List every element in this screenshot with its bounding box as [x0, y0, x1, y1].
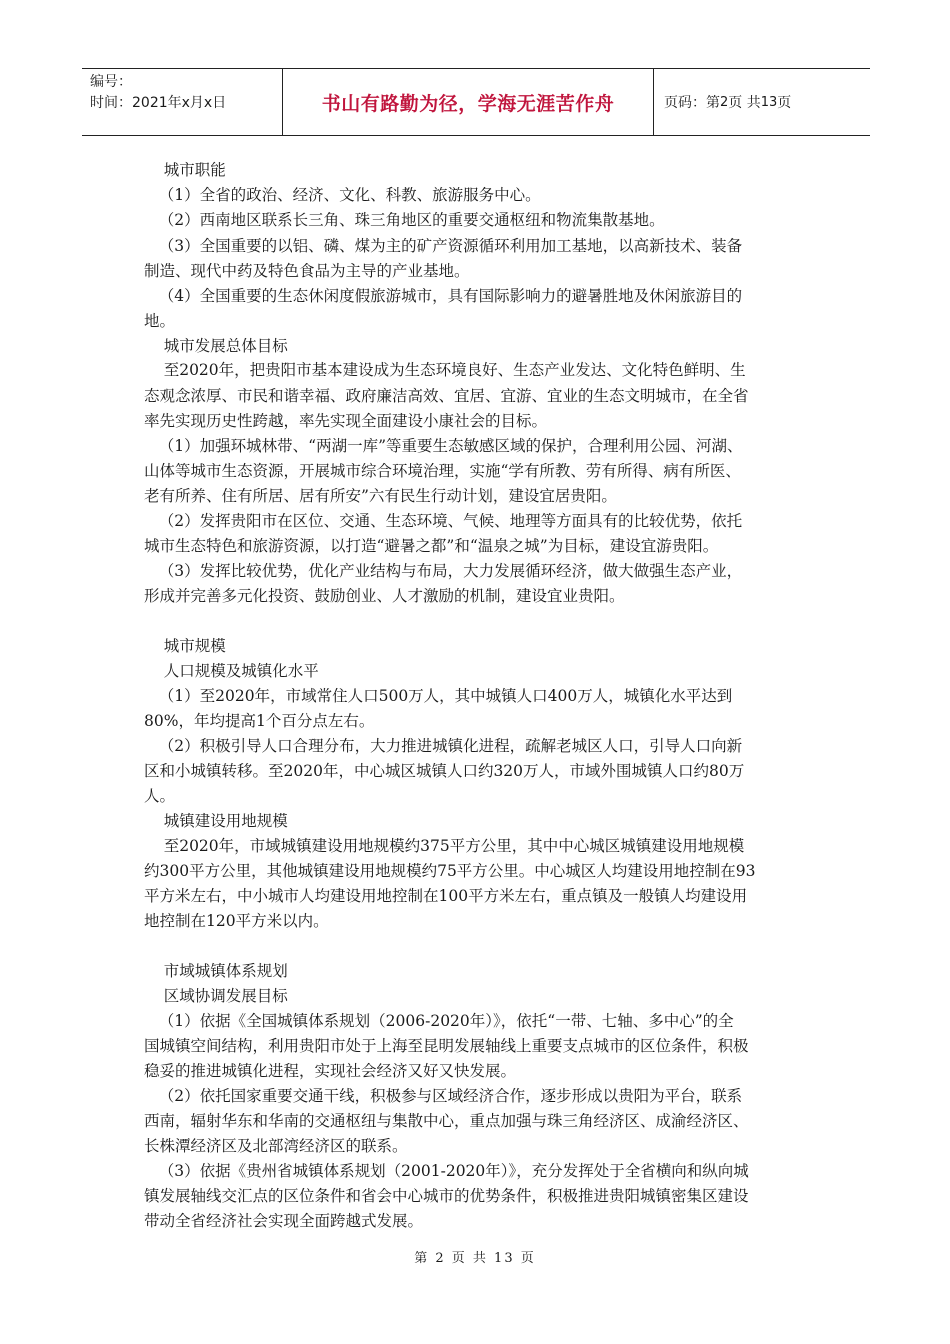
text-line: 人。 — [144, 787, 176, 805]
text-line: 稳妥的推进城镇化进程，实现社会经济又好又快发展。 — [144, 1062, 517, 1080]
document-date: 时间：2021年x月x日 — [90, 95, 227, 111]
text-line: 长株潭经济区及北部湾经济区的联系。 — [144, 1137, 408, 1155]
text-line: （2）依托国家重要交通干线，积极参与区域经济合作，逐步形成以贵阳为平台，联系 — [144, 1087, 743, 1105]
text-line: 率先实现历史性跨越，率先实现全面建设小康社会的目标。 — [144, 412, 548, 430]
text-line: 镇发展轴线交汇点的区位条件和省会中心城市的优势条件，积极推进贵阳城镇密集区建设 — [144, 1187, 749, 1205]
text-line: 人口规模及城镇化水平 — [144, 662, 319, 680]
text-line: （2）西南地区联系长三角、珠三角地区的重要交通枢纽和物流集散基地。 — [144, 211, 665, 229]
text-line: 老有所养、住有所居、居有所安”六有民生行动计划，建设宜居贵阳。 — [144, 487, 617, 505]
text-line: （3）依据《贵州省城镇体系规划（2001-2020年）》，充分发挥处于全省横向和纵向城 — [144, 1162, 749, 1180]
text-line: 形成并完善多元化投资、鼓励创业、人才激励的机制，建设宜业贵阳。 — [144, 587, 625, 605]
document-code-label: 编号： — [90, 74, 132, 90]
text-line: 城市生态特色和旅游资源，以打造“避暑之都”和“温泉之城”为目标，建设宜游贵阳。 — [144, 537, 719, 555]
text-line: 至2020年，把贵阳市基本建设成为生态环境良好、生态产业发达、文化特色鲜明、生 — [144, 361, 746, 379]
text-line: （1）依据《全国城镇体系规划（2006-2020年）》，依托“一带、七轴、多中心”的全 — [144, 1012, 734, 1030]
text-line: 地。 — [144, 312, 176, 330]
header-meta — [82, 69, 282, 135]
text-line: （1）全省的政治、经济、文化、科教、旅游服务中心。 — [144, 186, 541, 204]
text-line: （2）积极引导人口合理分布，大力推进城镇化进程，疏解老城区人口，引导人口向新 — [144, 737, 743, 755]
text-line: （3）发挥比较优势，优化产业结构与布局，大力发展循环经济，做大做强生态产业， — [144, 562, 743, 580]
text-line: 80%，年均提高1个百分点左右。 — [144, 712, 375, 730]
text-line: 约300平方公里，其他城镇建设用地规模约75平方公里。中心城区人均建设用地控制在93 — [144, 862, 756, 880]
text-line: （3）全国重要的以铝、磷、煤为主的矿产资源循环利用加工基地，以高新技术、装备 — [144, 237, 743, 255]
header-motto: 书山有路勤为径，学海无涯苦作舟 — [282, 69, 654, 135]
text-line: 区和小城镇转移。至2020年，中心城区城镇人口约320万人，市域外围城镇人口约80万 — [144, 762, 745, 780]
section-heading: 城市规模 — [144, 637, 226, 655]
text-line: 态观念浓厚、市民和谐幸福、政府廉洁高效、宜居、宜游、宜业的生态文明城市，在全省 — [144, 387, 749, 405]
page-suffix: 页 — [777, 95, 792, 111]
page-middle: 页 共 — [728, 95, 761, 111]
text-line: （2）发挥贵阳市在区位、交通、生态环境、气候、地理等方面具有的比较优势，依托 — [144, 512, 743, 530]
text-line: 带动全省经济社会实现全面跨越式发展。 — [144, 1212, 424, 1230]
text-line: （1）至2020年，市域常住人口500万人，其中城镇人口400万人，城镇化水平达到 — [144, 687, 733, 705]
text-line: 平方米左右，中小城市人均建设用地控制在100平方米左右，重点镇及一般镇人均建设用 — [144, 887, 748, 905]
page-header — [82, 68, 870, 136]
text-line: 至2020年，市域城镇建设用地规模约375平方公里，其中中心城区城镇建设用地规模 — [144, 837, 745, 855]
header-page-number — [654, 69, 870, 135]
page-footer: 第 2 页 共 13 页 — [414, 1251, 536, 1266]
text-line: （1）加强环城林带、“两湖一库”等重要生态敏感区域的保护，合理利用公园、河湖、 — [144, 437, 743, 455]
section-heading: 市域城镇体系规划 — [144, 962, 288, 980]
page-prefix: 页码：第 — [664, 95, 720, 111]
page-current: 2 — [720, 94, 729, 110]
page-total: 13 — [760, 94, 778, 110]
text-line: 国城镇空间结构，利用贵阳市处于上海至昆明发展轴线上重要支点城市的区位条件，积极 — [144, 1037, 749, 1055]
text-line: （4）全国重要的生态休闲度假旅游城市，具有国际影响力的避暑胜地及休闲旅游目的 — [144, 287, 743, 305]
text-line: 城市职能 — [144, 161, 226, 179]
text-line: 地控制在120平方米以内。 — [144, 912, 329, 930]
text-line: 西南，辐射华东和华南的交通枢纽与集散中心，重点加强与珠三角经济区、成渝经济区、 — [144, 1112, 749, 1130]
text-line: 城市发展总体目标 — [144, 337, 288, 355]
text-line: 制造、现代中药及特色食品为主导的产业基地。 — [144, 262, 470, 280]
text-line: 区域协调发展目标 — [144, 987, 288, 1005]
text-line: 城镇建设用地规模 — [144, 812, 288, 830]
text-line: 山体等城市生态资源，开展城市综合环境治理，实施“学有所教、劳有所得、病有所医、 — [144, 462, 741, 480]
